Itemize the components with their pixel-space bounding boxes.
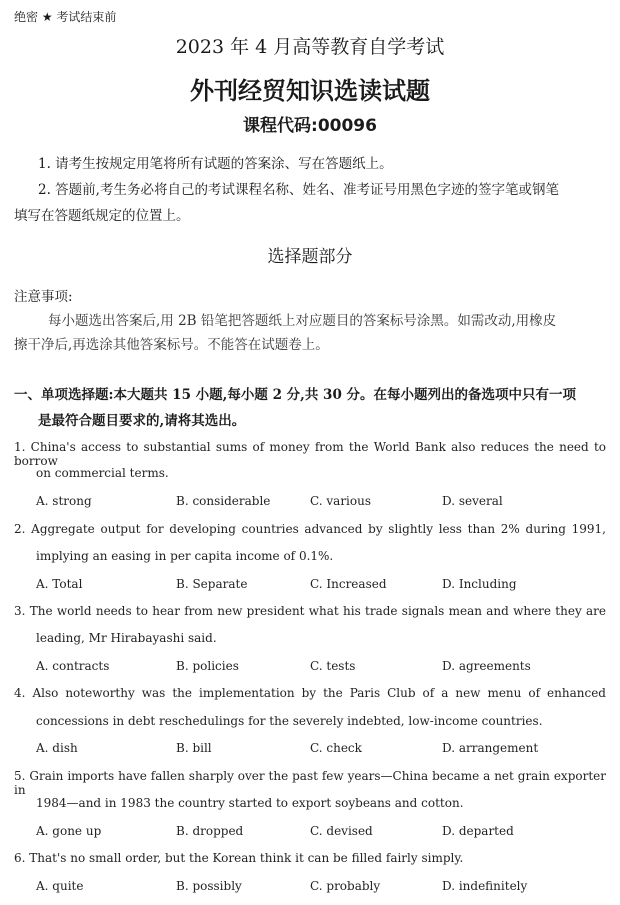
- part-one-heading: 一、单项选择题:本大题共 15 小题,每小题 2 分,共 30 分。在每小题列出的备选项中只有一项: [14, 387, 577, 403]
- question-3-line-2: leading, Mr Hirabayashi said.: [36, 631, 217, 645]
- notice-heading: 注意事项:: [14, 289, 73, 305]
- part-one-heading-cont: 是最符合题目要求的,请将其选出。: [38, 413, 246, 429]
- question-6-option-c: C. probably: [310, 879, 381, 893]
- question-4-option-b: B. bill: [176, 741, 212, 755]
- question-4-line-1: 4. Also noteworthy was the implementation by the Paris Club of a new menu of enhanced: [14, 686, 606, 700]
- question-6-line-1: 6. That's no small order, but the Korean think it can be filled fairly simply.: [14, 851, 464, 865]
- question-3-option-a: A. contracts: [36, 659, 110, 673]
- instruction-2: 2. 答题前,考生务必将自己的考试课程名称、姓名、准考证号用黑色字迹的签字笔或钢笔: [38, 182, 559, 198]
- question-1-option-c: C. various: [310, 494, 372, 508]
- question-1-line-1: 1. China's access to substantial sums of money from the World Bank also reduces the need to borrow: [14, 440, 606, 468]
- question-2-option-b: B. Separate: [176, 577, 248, 591]
- question-5-option-b: B. dropped: [176, 824, 244, 838]
- question-5-option-d: D. departed: [442, 824, 514, 838]
- question-3-option-b: B. policies: [176, 659, 239, 673]
- question-5-line-1: 5. Grain imports have fallen sharply over the past few years—China became a net grain exporter in: [14, 769, 606, 797]
- question-4-line-2: concessions in debt reschedulings for the severely indebted, low-income countries.: [36, 714, 543, 728]
- question-3-option-d: D. agreements: [442, 659, 531, 673]
- question-5-option-a: A. gone up: [36, 824, 102, 838]
- question-2-option-a: A. Total: [36, 577, 83, 591]
- instruction-2-cont: 填写在答题纸规定的位置上。: [14, 208, 190, 224]
- question-3-option-c: C. tests: [310, 659, 356, 673]
- exam-title: 2023 年 4 月高等教育自学考试: [175, 36, 445, 58]
- question-4-option-d: D. arrangement: [442, 741, 539, 755]
- question-1-option-a: A. strong: [36, 494, 92, 508]
- question-6-option-d: D. indefinitely: [442, 879, 528, 893]
- question-2-line-1: 2. Aggregate output for developing countries advanced by slightly less than 2% during 1991,: [14, 522, 606, 536]
- question-2-option-d: D. Including: [442, 577, 517, 591]
- notice-line-2: 擦干净后,再选涂其他答案标号。不能答在试题卷上。: [14, 337, 329, 353]
- notice-line-1: 每小题选出答案后,用 2B 铅笔把答题纸上对应题目的答案标号涂黑。如需改动,用橡皮: [48, 313, 557, 329]
- question-5-line-2: 1984—and in 1983 the country started to export soybeans and cotton.: [36, 796, 464, 810]
- subject-title: 外刊经贸知识选读试题: [190, 77, 430, 105]
- question-2-line-2: implying an easing in per capita income of 0.1%.: [36, 549, 334, 563]
- course-code: 课程代码:00096: [243, 116, 377, 136]
- question-5-option-c: C. devised: [310, 824, 373, 838]
- question-2-option-c: C. Increased: [310, 577, 387, 591]
- instruction-1: 1. 请考生按规定用笔将所有试题的答案涂、写在答题纸上。: [38, 156, 393, 172]
- question-1-option-d: D. several: [442, 494, 503, 508]
- question-6-option-b: B. possibly: [176, 879, 242, 893]
- question-3-line-1: 3. The world needs to hear from new president what his trade signals mean and where they are: [14, 604, 606, 618]
- question-6-option-a: A. quite: [36, 879, 84, 893]
- section-title: 选择题部分: [267, 247, 353, 267]
- confidential-label: 绝密 ★ 考试结束前: [14, 10, 117, 24]
- question-1-line-2: on commercial terms.: [36, 466, 169, 480]
- question-4-option-c: C. check: [310, 741, 362, 755]
- question-4-option-a: A. dish: [36, 741, 78, 755]
- question-1-option-b: B. considerable: [176, 494, 271, 508]
